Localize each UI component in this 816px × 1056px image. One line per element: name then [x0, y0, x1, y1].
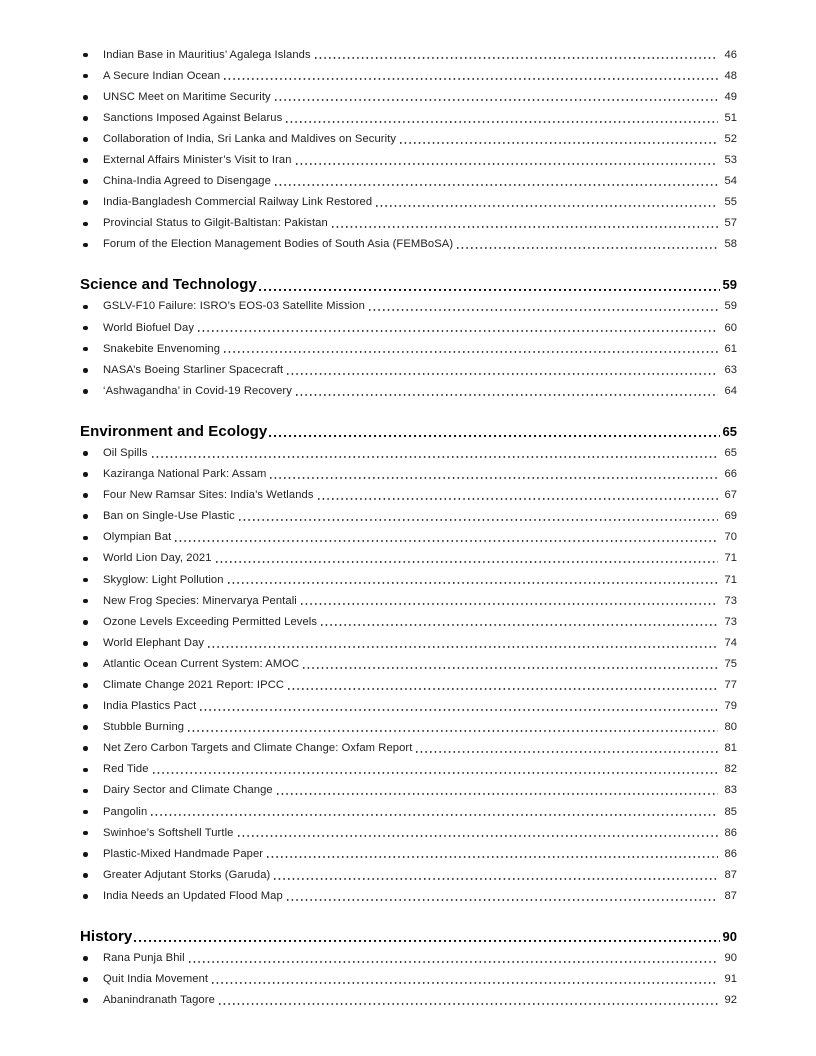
- toc-entry-title: UNSC Meet on Maritime Security: [103, 90, 271, 103]
- toc-entry-title: Indian Base in Mauritius’ Agalega Islands: [103, 48, 311, 61]
- toc-entry-title: Red Tide: [103, 763, 149, 776]
- toc-entry[interactable]: [80, 674, 737, 695]
- bullet-icon: [80, 192, 103, 213]
- section-heading-label: Science and Technology: [80, 276, 257, 294]
- toc-entry-page-number: 87: [724, 868, 737, 881]
- bullet-icon: [80, 969, 103, 990]
- toc-entry[interactable]: [80, 107, 737, 128]
- dotted-leader: [277, 780, 718, 801]
- dotted-leader: [153, 759, 718, 780]
- toc-entry[interactable]: [80, 485, 737, 506]
- toc-entry[interactable]: [80, 717, 737, 738]
- bullet-icon: [80, 296, 103, 317]
- toc-entry-title: Skyglow: Light Pollution: [103, 573, 224, 586]
- bullet-icon: [80, 380, 103, 401]
- toc-section-heading[interactable]: [80, 274, 737, 296]
- table-of-contents: [80, 44, 737, 1011]
- toc-entry-page-number: 46: [724, 48, 737, 61]
- bullet-icon: [80, 696, 103, 717]
- bullet-icon: [80, 653, 103, 674]
- dotted-leader: [303, 653, 718, 674]
- toc-entry-page-number: 67: [724, 489, 737, 502]
- toc-entry-page-number: 80: [724, 721, 737, 734]
- bullet-icon: [80, 885, 103, 906]
- dotted-leader: [369, 296, 718, 317]
- toc-entry-title: Ozone Levels Exceeding Permitted Levels: [103, 615, 318, 628]
- bullet-icon: [80, 611, 103, 632]
- toc-entry[interactable]: [80, 65, 737, 86]
- toc-entry-title: World Lion Day, 2021: [103, 552, 212, 565]
- toc-entry-page-number: 69: [724, 510, 737, 523]
- toc-entry-page-number: 81: [724, 742, 737, 755]
- toc-entry-title: Stubble Burning: [103, 721, 185, 734]
- toc-entry[interactable]: [80, 149, 737, 170]
- bullet-icon: [80, 843, 103, 864]
- bullet-icon: [80, 990, 103, 1011]
- dotted-leader: [301, 590, 718, 611]
- bullet-icon: [80, 149, 103, 170]
- dotted-leader: [296, 380, 718, 401]
- dotted-leader: [151, 801, 718, 822]
- toc-entry-title: Collaboration of India, Sri Lanka and Maldives on Security: [103, 132, 397, 145]
- dotted-leader: [152, 442, 718, 463]
- bullet-icon: [80, 780, 103, 801]
- toc-entry-page-number: 74: [724, 636, 737, 649]
- dotted-leader: [269, 420, 720, 442]
- toc-entry-title: Quit India Movement: [103, 973, 209, 986]
- dotted-leader: [134, 925, 720, 947]
- toc-entry-page-number: 92: [724, 994, 737, 1007]
- toc-entry-title: India-Bangladesh Commercial Railway Link Restored: [103, 196, 373, 209]
- bullet-icon: [80, 464, 103, 485]
- toc-entry-title: India Plastics Pact: [103, 700, 197, 713]
- bullet-icon: [80, 569, 103, 590]
- toc-entry-title: Four New Ramsar Sites: India’s Wetlands: [103, 489, 314, 502]
- toc-entry-title: A Secure Indian Ocean: [103, 69, 221, 82]
- dotted-leader: [267, 843, 718, 864]
- dotted-leader: [238, 822, 719, 843]
- toc-entry-title: Climate Change 2021 Report: IPCC: [103, 678, 285, 691]
- toc-entry-page-number: 73: [724, 594, 737, 607]
- toc-entry-page-number: 64: [724, 384, 737, 397]
- toc-entry-page-number: 57: [724, 217, 737, 230]
- toc-entry-page-number: 77: [724, 678, 737, 691]
- bullet-icon: [80, 44, 103, 65]
- toc-entry-title: Provincial Status to Gilgit-Baltistan: Pakistan: [103, 217, 328, 230]
- dotted-leader: [224, 338, 718, 359]
- dotted-leader: [376, 192, 718, 213]
- dotted-leader: [239, 506, 718, 527]
- bullet-icon: [80, 442, 103, 463]
- toc-entry-title: World Elephant Day: [103, 636, 205, 649]
- toc-entry[interactable]: [80, 338, 737, 359]
- dotted-leader: [321, 611, 718, 632]
- dotted-leader: [219, 990, 718, 1011]
- toc-entry-page-number: 55: [724, 196, 737, 209]
- bullet-icon: [80, 947, 103, 968]
- toc-entry-page-number: 51: [724, 111, 737, 124]
- toc-entry-title: Abanindranath Tagore: [103, 994, 215, 1007]
- toc-entry[interactable]: [80, 234, 737, 255]
- bullet-icon: [80, 317, 103, 338]
- bullet-icon: [80, 359, 103, 380]
- toc-entry[interactable]: [80, 44, 737, 65]
- toc-entry[interactable]: [80, 780, 737, 801]
- toc-entry-page-number: 52: [724, 132, 737, 145]
- dotted-leader: [212, 969, 718, 990]
- toc-entry-page-number: 48: [724, 69, 737, 82]
- toc-entry[interactable]: [80, 843, 737, 864]
- toc-entry[interactable]: [80, 296, 737, 317]
- toc-entry-title: Snakebite Envenoming: [103, 342, 221, 355]
- toc-entry[interactable]: [80, 801, 737, 822]
- dotted-leader: [175, 527, 718, 548]
- dotted-leader: [259, 274, 720, 296]
- toc-entry[interactable]: [80, 506, 737, 527]
- bullet-icon: [80, 717, 103, 738]
- toc-entry[interactable]: [80, 128, 737, 149]
- toc-entry[interactable]: [80, 738, 737, 759]
- toc-entry-title: Ban on Single-Use Plastic: [103, 510, 235, 523]
- toc-entry-page-number: 82: [724, 763, 737, 776]
- toc-entry-page-number: 85: [724, 805, 737, 818]
- toc-entry-page-number: 86: [724, 847, 737, 860]
- toc-entry-page-number: 59: [724, 300, 737, 313]
- toc-entry-page-number: 63: [724, 363, 737, 376]
- toc-entry[interactable]: [80, 947, 737, 968]
- bullet-icon: [80, 338, 103, 359]
- toc-entry-title: Atlantic Ocean Current System: AMOC: [103, 657, 300, 670]
- dotted-leader: [198, 317, 718, 338]
- toc-entry-page-number: 65: [724, 446, 737, 459]
- dotted-leader: [275, 86, 718, 107]
- toc-entry[interactable]: [80, 317, 737, 338]
- toc-entry-page-number: 49: [724, 90, 737, 103]
- toc-entry-page-number: 70: [724, 531, 737, 544]
- bullet-icon: [80, 632, 103, 653]
- toc-entry-page-number: 90: [724, 952, 737, 965]
- toc-entry-title: NASA’s Boeing Starliner Spacecraft: [103, 363, 284, 376]
- toc-entry-title: Sanctions Imposed Against Belarus: [103, 111, 283, 124]
- toc-entry-title: Dairy Sector and Climate Change: [103, 784, 273, 797]
- toc-entry-title: Swinhoe’s Softshell Turtle: [103, 826, 234, 839]
- bullet-icon: [80, 822, 103, 843]
- section-page-number: 59: [722, 277, 737, 293]
- toc-entry[interactable]: [80, 590, 737, 611]
- toc-entry[interactable]: [80, 653, 737, 674]
- dotted-leader: [287, 359, 718, 380]
- bullet-icon: [80, 759, 103, 780]
- bullet-icon: [80, 234, 103, 255]
- toc-entry[interactable]: [80, 192, 737, 213]
- bullet-icon: [80, 506, 103, 527]
- dotted-leader: [216, 548, 718, 569]
- toc-entry-page-number: 91: [724, 973, 737, 986]
- toc-entry-page-number: 53: [724, 154, 737, 167]
- toc-section-heading[interactable]: [80, 420, 737, 442]
- toc-entry-title: External Affairs Minister’s Visit to Iran: [103, 154, 292, 167]
- toc-entry-page-number: 54: [724, 175, 737, 188]
- dotted-leader: [287, 885, 718, 906]
- toc-entry-title: Pangolin: [103, 805, 148, 818]
- toc-entry-page-number: 60: [724, 321, 737, 334]
- dotted-leader: [270, 464, 718, 485]
- toc-entry-title: Forum of the Election Management Bodies of South Asia (FEMBoSA): [103, 238, 454, 251]
- bullet-icon: [80, 527, 103, 548]
- dotted-leader: [296, 149, 718, 170]
- toc-entry[interactable]: [80, 885, 737, 906]
- toc-entry[interactable]: [80, 969, 737, 990]
- toc-entry-title: GSLV-F10 Failure: ISRO’s EOS-03 Satellite Mission: [103, 300, 365, 313]
- dotted-leader: [188, 717, 718, 738]
- dotted-leader: [228, 569, 718, 590]
- toc-entry-page-number: 73: [724, 615, 737, 628]
- dotted-leader: [274, 864, 718, 885]
- toc-entry-page-number: 58: [724, 238, 737, 251]
- toc-entry-page-number: 66: [724, 468, 737, 481]
- toc-entry[interactable]: [80, 359, 737, 380]
- dotted-leader: [208, 632, 718, 653]
- toc-entry-title: Olympian Bat: [103, 531, 172, 544]
- dotted-leader: [416, 738, 718, 759]
- toc-section-heading[interactable]: [80, 925, 737, 947]
- toc-entry[interactable]: [80, 569, 737, 590]
- toc-entry-title: Oil Spills: [103, 446, 148, 459]
- bullet-icon: [80, 213, 103, 234]
- dotted-leader: [200, 696, 718, 717]
- dotted-leader: [400, 128, 718, 149]
- toc-entry-page-number: 86: [724, 826, 737, 839]
- bullet-icon: [80, 485, 103, 506]
- section-page-number: 65: [722, 423, 737, 439]
- toc-entry[interactable]: [80, 696, 737, 717]
- bullet-icon: [80, 801, 103, 822]
- toc-entry-page-number: 87: [724, 889, 737, 902]
- toc-entry-title: Kaziranga National Park: Assam: [103, 468, 267, 481]
- bullet-icon: [80, 548, 103, 569]
- toc-entry-title: ‘Ashwagandha’ in Covid-19 Recovery: [103, 384, 292, 397]
- bullet-icon: [80, 590, 103, 611]
- toc-entry-title: Greater Adjutant Storks (Garuda): [103, 868, 271, 881]
- toc-entry[interactable]: [80, 548, 737, 569]
- toc-entry[interactable]: [80, 822, 737, 843]
- bullet-icon: [80, 171, 103, 192]
- dotted-leader: [286, 107, 718, 128]
- toc-entry-title: Net Zero Carbon Targets and Climate Change: Oxfam Report: [103, 742, 413, 755]
- toc-entry[interactable]: [80, 527, 737, 548]
- toc-entry[interactable]: [80, 213, 737, 234]
- bullet-icon: [80, 65, 103, 86]
- dotted-leader: [318, 485, 718, 506]
- dotted-leader: [189, 947, 718, 968]
- toc-entry[interactable]: [80, 864, 737, 885]
- toc-entry-page-number: 71: [724, 552, 737, 565]
- bullet-icon: [80, 86, 103, 107]
- toc-entry[interactable]: [80, 990, 737, 1011]
- bullet-icon: [80, 107, 103, 128]
- toc-entry[interactable]: [80, 442, 737, 463]
- bullet-icon: [80, 864, 103, 885]
- toc-entry[interactable]: [80, 86, 737, 107]
- toc-entry[interactable]: [80, 380, 737, 401]
- toc-entry-title: Plastic-Mixed Handmade Paper: [103, 847, 264, 860]
- toc-entry-page-number: 71: [724, 573, 737, 586]
- toc-entry[interactable]: [80, 611, 737, 632]
- toc-entry[interactable]: [80, 464, 737, 485]
- toc-entry-title: China-India Agreed to Disengage: [103, 175, 271, 188]
- toc-entry-page-number: 75: [724, 657, 737, 670]
- section-heading-label: History: [80, 927, 133, 945]
- toc-entry-title: New Frog Species: Minervarya Pentali: [103, 594, 297, 607]
- dotted-leader: [275, 171, 718, 192]
- dotted-leader: [288, 674, 718, 695]
- toc-entry-title: Rana Punja Bhil: [103, 952, 185, 965]
- toc-entry-page-number: 61: [724, 342, 737, 355]
- toc-entry-page-number: 79: [724, 700, 737, 713]
- bullet-icon: [80, 128, 103, 149]
- toc-entry[interactable]: [80, 632, 737, 653]
- bullet-icon: [80, 674, 103, 695]
- dotted-leader: [315, 44, 718, 65]
- toc-entry-page-number: 83: [724, 784, 737, 797]
- toc-entry-title: India Needs an Updated Flood Map: [103, 889, 283, 902]
- dotted-leader: [224, 65, 718, 86]
- toc-entry-title: World Biofuel Day: [103, 321, 195, 334]
- toc-entry[interactable]: [80, 171, 737, 192]
- dotted-leader: [457, 234, 718, 255]
- section-page-number: 90: [722, 928, 737, 944]
- toc-entry[interactable]: [80, 759, 737, 780]
- dotted-leader: [332, 213, 718, 234]
- bullet-icon: [80, 738, 103, 759]
- section-heading-label: Environment and Ecology: [80, 422, 268, 440]
